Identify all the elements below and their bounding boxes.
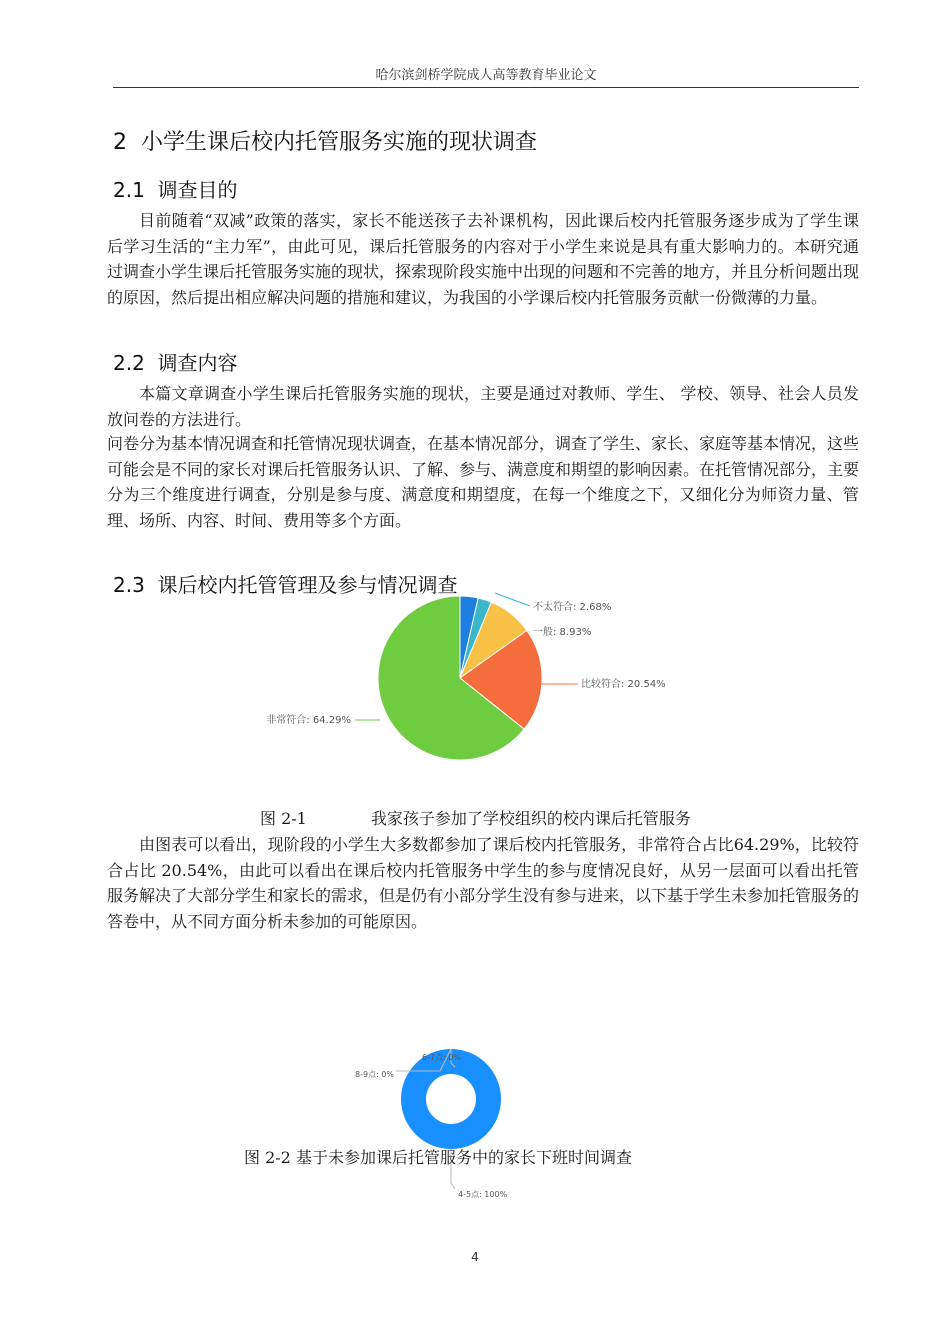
section-title: 调查内容	[157, 351, 238, 375]
running-header: 哈尔滨剑桥学院成人高等教育毕业论文	[375, 68, 597, 83]
figure-label: 图 2-1	[260, 809, 307, 828]
section-number: 2.2	[113, 351, 145, 375]
paragraph: 本篇文章调查小学生课后托管服务实施的现状，主要是通过对教师、学生、 学校、领导、社会人员发放问卷的方法进行。	[107, 384, 859, 429]
slice-label: 比较符合: 20.54%	[581, 679, 666, 690]
section-title: 课后校内托管管理及参与情况调查	[157, 573, 458, 597]
figure-label: 图 2-2	[244, 1148, 291, 1167]
figure-caption-text: 我家孩子参加了学校组织的校内课后托管服务	[370, 809, 691, 828]
slice-label: 8-9点: 0%	[355, 1070, 394, 1079]
section-number: 2.3	[113, 573, 145, 597]
section-number: 2.1	[113, 178, 145, 202]
section-title: 调查目的	[157, 178, 238, 202]
chapter-number: 2	[113, 130, 127, 155]
paragraph: 问卷分为基本情况调查和托管情况现状调查，在基本情况部分，调查了学生、家长、家庭等基本情况，这些可能会是不同的家长对课后托管服务认识、了解、参与、满意度和期望的影响因素。在托管情况部分，主要分为三个维度进行调查，分别是参与度、满意度和期望度，在每一个维度之下，又细化分为师资力量、管理、场所、内容、时间、费用等多个方面。	[107, 434, 860, 530]
slice-label: 不太符合: 2.68%	[533, 602, 612, 613]
page-number: 4	[471, 1250, 479, 1264]
slice-label: 4-5点: 100%	[458, 1190, 508, 1199]
chapter-title: 小学生课后校内托管服务实施的现状调查	[141, 130, 538, 155]
leader-line	[495, 593, 530, 606]
figure-caption-text: 基于未参加课后托管服务中的家长下班时间调查	[295, 1148, 632, 1167]
figure-2-1-caption	[260, 806, 691, 829]
section-heading-2-1	[113, 174, 238, 203]
chapter-heading	[113, 125, 537, 156]
donut-chart-offwork-time	[200, 1033, 702, 1213]
slice-label: 6-7点: 0%	[422, 1053, 461, 1062]
slice-label: 非常符合: 64.29%	[266, 715, 351, 726]
paragraph: 由图表可以看出，现阶段的小学生大多数都参加了课后校内托管服务，非常符合占比64.29%，比较符合占比 20.54%，由此可以看出在课后校内托管服务中学生的参与度情况良好，从另一层面可以看出托管服务解决了大部分学生和家长的需求，但是仍有小部分学生没有参与进来，以下基于学生未参加托管服务的答卷中，从不同方面分析未参加的可能原因。	[107, 835, 860, 931]
paragraph: 目前随着“双减”政策的落实，家长不能送孩子去补课机构，因此课后校内托管服务逐步成为了学生课后学习生活的“主力军”，由此可见，课后托管服务的内容对于小学生来说是具有重大影响力的。本研究通过调查小学生课后托管服务实施的现状，探索现阶段实施中出现的问题和不完善的地方，并且分析问题出现的原因，然后提出相应解决问题的措施和建议，为我国的小学课后校内托管服务贡献一份微薄的力量。	[107, 211, 860, 307]
header-rule	[113, 87, 859, 88]
figure-2-2-chart	[200, 1033, 702, 1213]
figure-2-1-chart	[233, 592, 796, 772]
figure-2-2-caption	[244, 1145, 632, 1168]
pie-chart-participation	[233, 592, 796, 772]
section-heading-2-2	[113, 347, 238, 376]
donut-slice	[401, 1049, 501, 1149]
slice-label: 一般: 8.93%	[533, 627, 592, 638]
